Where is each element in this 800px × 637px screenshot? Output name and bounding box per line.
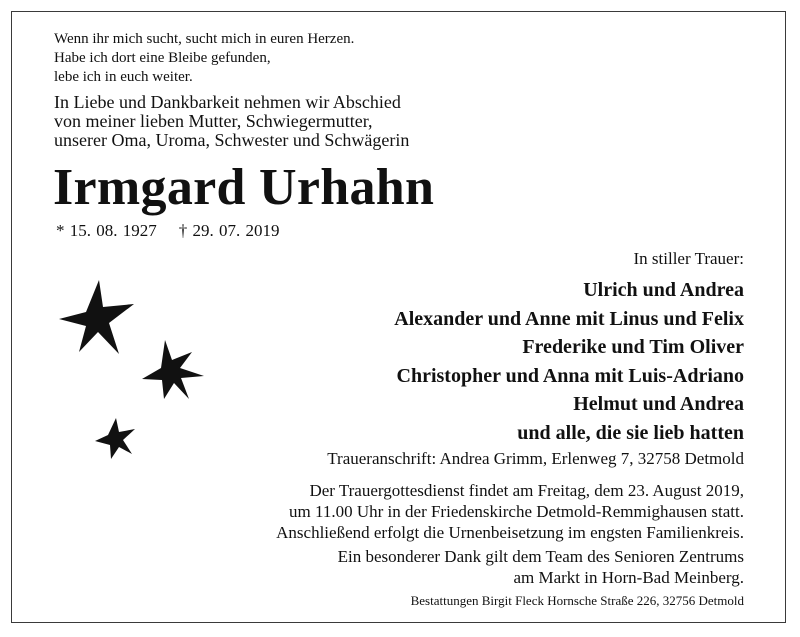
mourners-list <box>394 276 744 448</box>
star-icon <box>95 418 135 459</box>
service-line: Der Trauergottesdienst findet am Freitag, dem 23. August 2019, <box>309 481 744 500</box>
mourning-address: Traueranschrift: Andrea Grimm, Erlenweg 7, 32758 Detmold <box>327 449 744 468</box>
intro-text <box>54 93 409 150</box>
star-icon <box>142 340 204 399</box>
mourner-line: und alle, die sie lieb hatten <box>517 421 744 444</box>
undertaker-info: Bestattungen Birgit Fleck Hornsche Straße 226, 32756 Detmold <box>410 593 744 608</box>
mourner-line: Frederike und Tim Oliver <box>522 336 744 359</box>
mourner-line: Alexander und Anne mit Linus und Felix <box>394 307 744 330</box>
poem <box>54 30 354 87</box>
thanks-line: Ein besonderer Dank gilt dem Team des Senioren Zentrums <box>337 547 744 566</box>
poem-line: Wenn ihr mich sucht, sucht mich in euren Herzen. <box>54 31 355 47</box>
service-line: Anschließend erfolgt die Urnenbeisetzung im engsten Familienkreis. <box>276 523 744 542</box>
deceased-name: Irmgard Urhahn <box>53 159 435 216</box>
mourning-label: In stiller Trauer: <box>633 249 744 268</box>
intro-line: In Liebe und Dankbarkeit nehmen wir Abschied <box>54 92 401 112</box>
birth-date: * 15. 08. 1927 <box>56 221 157 240</box>
thanks-text <box>338 546 744 588</box>
intro-line: unserer Oma, Uroma, Schwester und Schwägerin <box>54 130 410 150</box>
intro-line: von meiner lieben Mutter, Schwiegermutter, <box>54 111 373 131</box>
mourner-line: Christopher und Anna mit Luis-Adriano <box>396 364 744 387</box>
poem-line: lebe ich in euch weiter. <box>54 69 193 85</box>
death-date: † 29. 07. 2019 <box>178 221 280 240</box>
service-info <box>276 480 744 543</box>
star-icon <box>59 280 134 354</box>
mourner-line: Ulrich und Andrea <box>583 279 744 301</box>
stars-decoration <box>50 280 220 470</box>
mourner-line: Helmut und Andrea <box>573 393 744 416</box>
thanks-line: am Markt in Horn-Bad Meinberg. <box>513 568 744 587</box>
poem-line: Habe ich dort eine Bleibe gefunden, <box>54 50 271 66</box>
service-line: um 11.00 Uhr in der Friedenskirche Detmold-Remmighausen statt. <box>289 502 744 521</box>
life-dates <box>56 221 280 241</box>
